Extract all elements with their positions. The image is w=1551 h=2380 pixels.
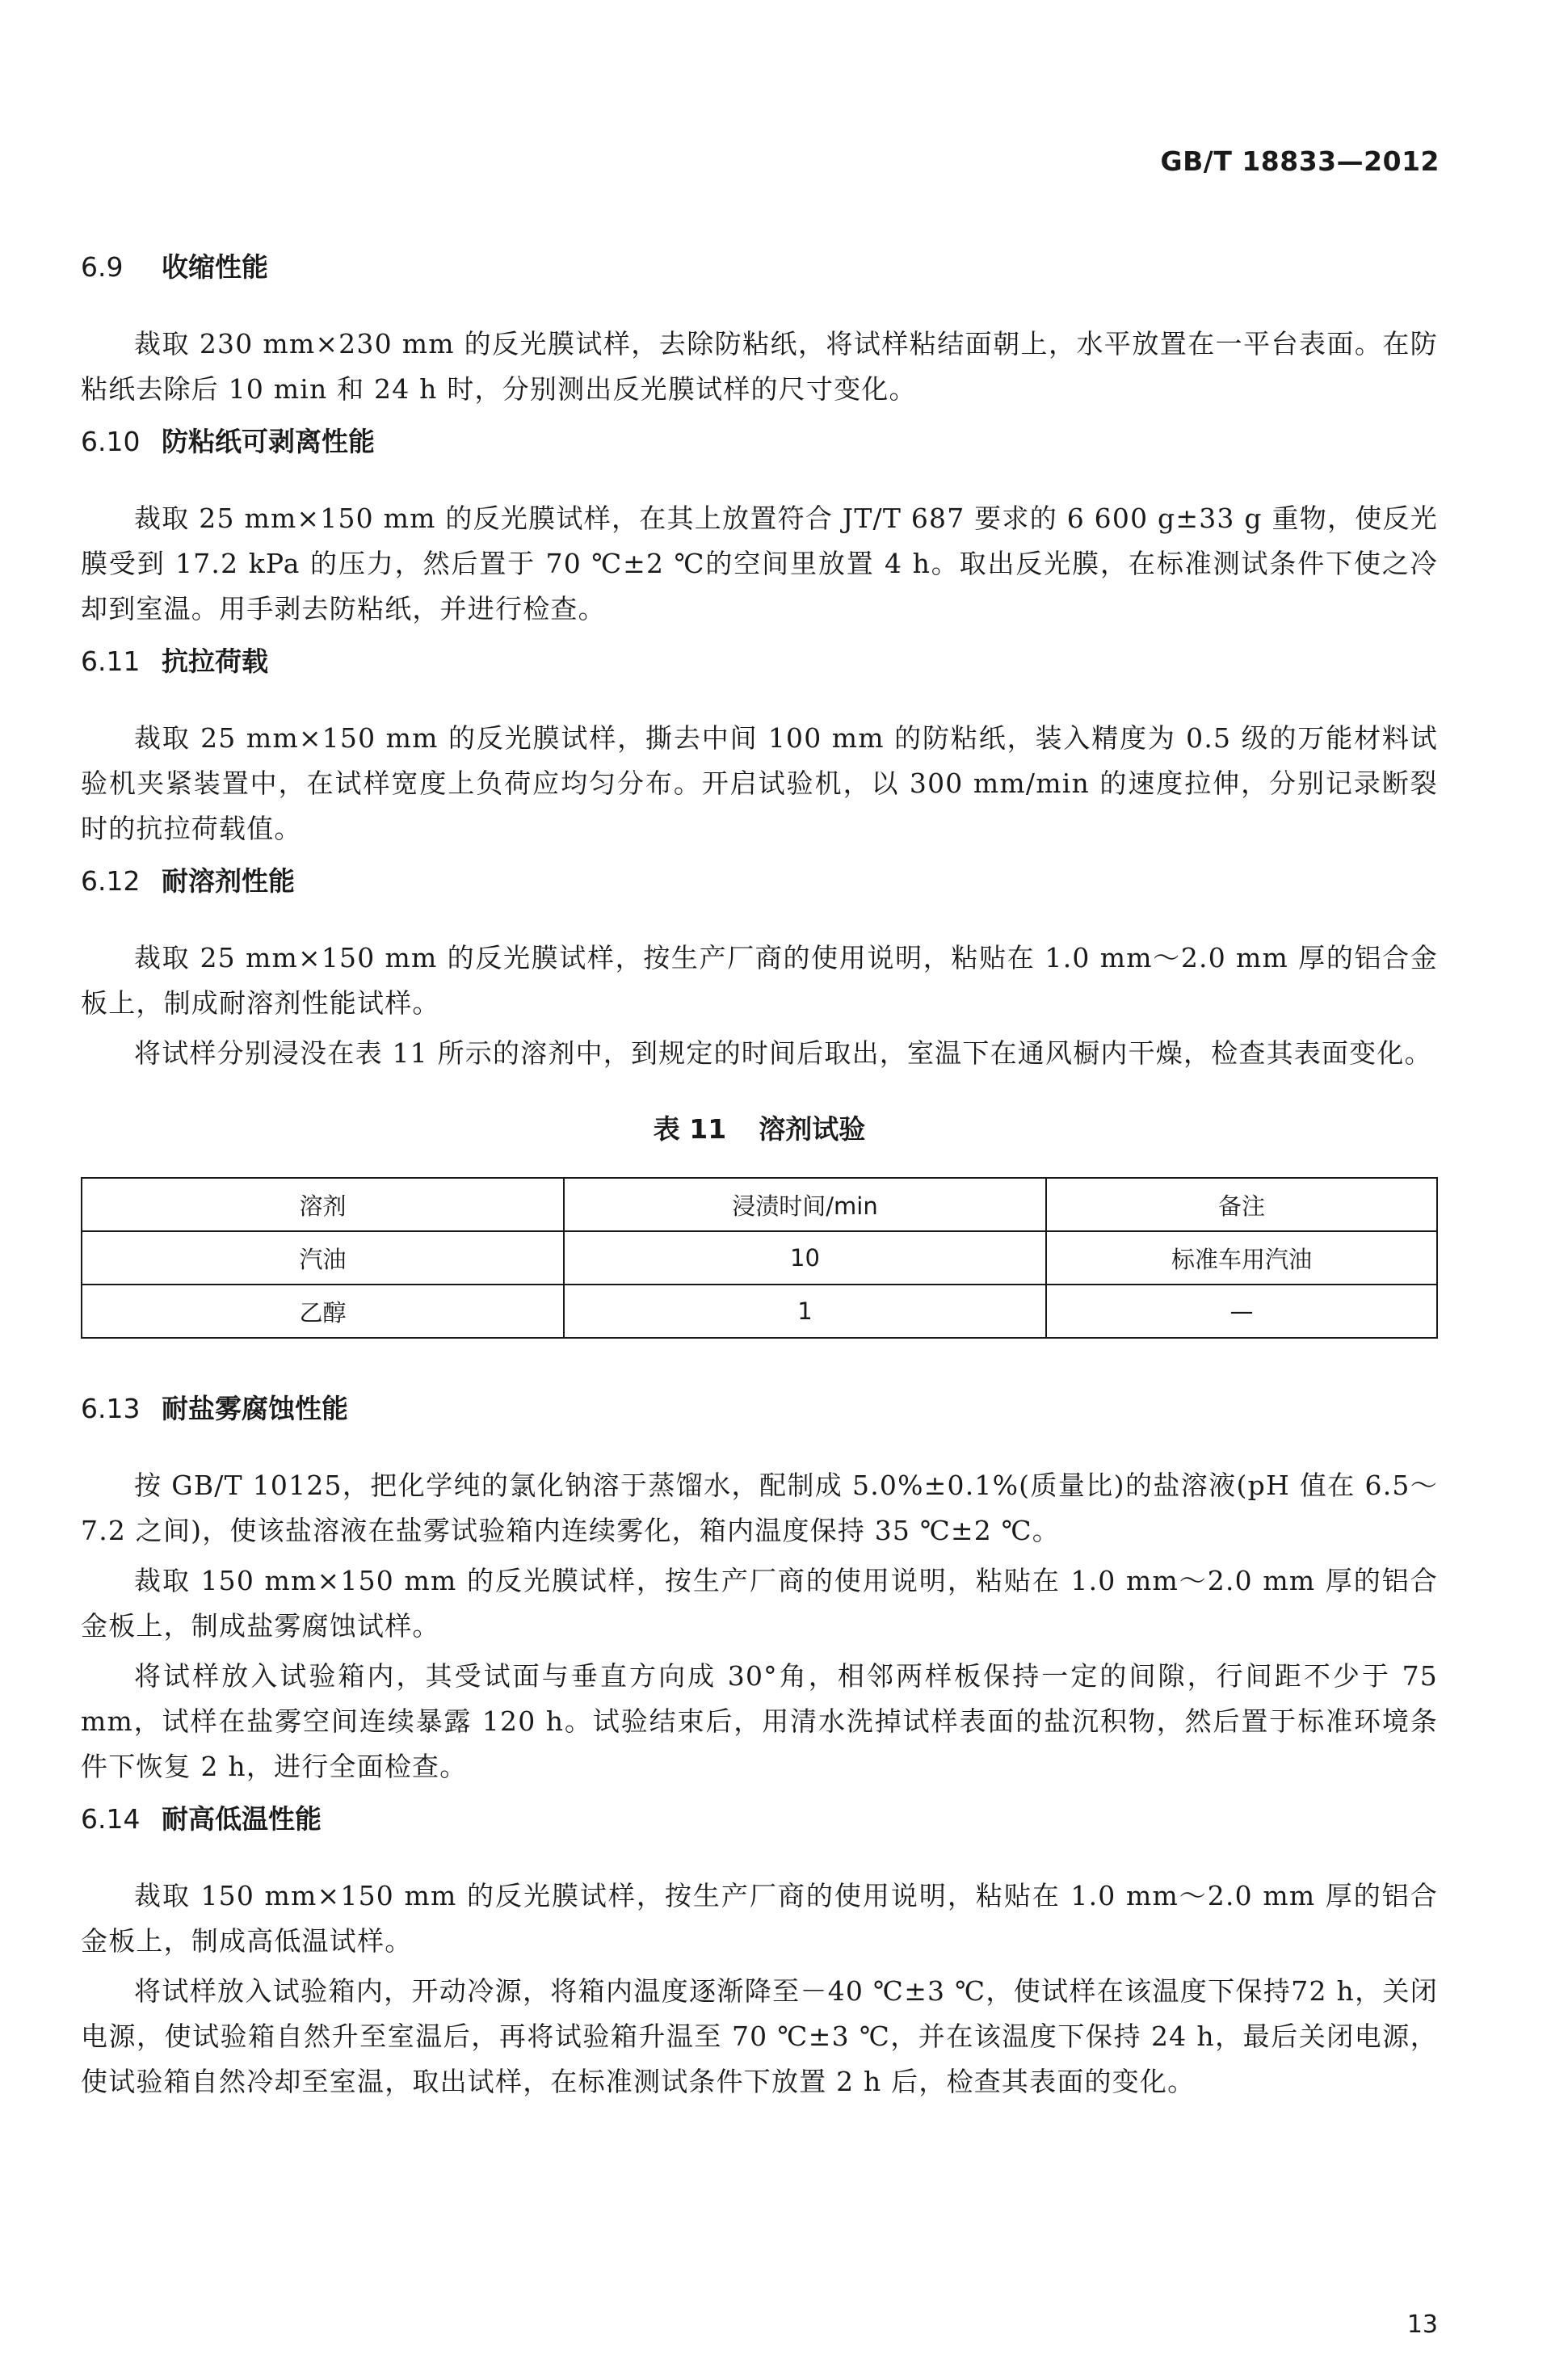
section-6-9: [81, 242, 1438, 412]
table-header-cell: 备注: [1046, 1178, 1437, 1231]
paragraph: 裁取 230 mm×230 mm 的反光膜试样，去除防粘纸，将试样粘结面朝上，水平放置在一平台表面。在防粘纸去除后 10 min 和 24 h 时，分别测出反光膜试样的尺寸变化。: [81, 328, 1438, 405]
section-title: 耐溶剂性能: [162, 865, 295, 897]
table-row: [82, 1231, 1437, 1285]
paragraph: 将试样分别浸没在表 11 所示的溶剂中，到规定的时间后取出，室温下在通风橱内干燥，检查其表面变化。: [134, 1037, 1432, 1069]
section-title: 耐盐雾腐蚀性能: [162, 1393, 348, 1424]
paragraph: 将试样放入试验箱内，开动冷源，将箱内温度逐渐降至－40 ℃±3 ℃，使试样在该温度下保持72 h，关闭电源，使试验箱自然升至室温后，再将试验箱升温至 70 ℃±3 ℃，并在该温度下保持 24 h，最后关闭电源，使试验箱自然冷却至室温，取出试样，在标准测试条件下放置 2 h 后，检查其表面的变化。: [81, 1975, 1438, 2097]
table-number: 表 11: [653, 1113, 727, 1145]
table-cell: 标准车用汽油: [1046, 1231, 1437, 1285]
paragraph: 裁取 150 mm×150 mm 的反光膜试样，按生产厂商的使用说明，粘贴在 1.0 mm～2.0 mm 厚的铝合金板上，制成高低温试样。: [81, 1880, 1438, 1957]
section-number: 6.13: [81, 1393, 141, 1424]
standard-code-header: GB/T 18833—2012: [1160, 145, 1440, 177]
section-heading: [81, 1794, 1438, 1844]
section-heading: [81, 1384, 1438, 1434]
paragraph: 将试样放入试验箱内，其受试面与垂直方向成 30°角，相邻两样板保持一定的间隙，行间距不少于 75 mm，试样在盐雾空间连续暴露 120 h。试验结束后，用清水洗掉试样表面的盐沉积物，然后置于标准环境条件下恢复 2 h，进行全面检查。: [81, 1660, 1438, 1782]
section-heading: [81, 856, 1438, 906]
table-title: 溶剂试验: [759, 1113, 866, 1145]
table-header-cell: 浸渍时间/min: [564, 1178, 1046, 1231]
table-cell: 乙醇: [82, 1285, 564, 1338]
paragraph: 裁取 25 mm×150 mm 的反光膜试样，按生产厂商的使用说明，粘贴在 1.0 mm～2.0 mm 厚的铝合金板上，制成耐溶剂性能试样。: [81, 942, 1438, 1019]
section-title: 防粘纸可剥离性能: [162, 426, 375, 457]
section-6-13: [81, 1384, 1438, 1789]
table-row: [82, 1285, 1437, 1338]
section-number: 6.10: [81, 426, 141, 457]
section-heading: [81, 242, 1438, 292]
section-number: 6.9: [81, 251, 124, 283]
table-caption: [81, 1108, 1438, 1146]
table-cell: 10: [564, 1231, 1046, 1285]
section-heading: [81, 637, 1438, 687]
table-cell: 汽油: [82, 1231, 564, 1285]
section-6-12: [81, 856, 1438, 1076]
section-title: 耐高低温性能: [162, 1803, 322, 1835]
section-number: 6.14: [81, 1803, 141, 1835]
table-header-row: [82, 1178, 1437, 1231]
section-6-14: [81, 1794, 1438, 2105]
paragraph: 裁取 25 mm×150 mm 的反光膜试样，撕去中间 100 mm 的防粘纸，装入精度为 0.5 级的万能材料试验机夹紧装置中，在试样宽度上负荷应均匀分布。开启试验机，以 300 mm/min 的速度拉伸，分别记录断裂时的抗拉荷载值。: [81, 722, 1438, 844]
table-header-cell: 溶剂: [82, 1178, 564, 1231]
paragraph: 按 GB/T 10125，把化学纯的氯化钠溶于蒸馏水，配制成 5.0%±0.1%(质量比)的盐溶液(pH 值在 6.5～7.2 之间)，使该盐溶液在盐雾试验箱内连续雾化，箱内温度保持 35 ℃±2 ℃。: [81, 1470, 1438, 1546]
section-number: 6.11: [81, 645, 141, 677]
section-number: 6.12: [81, 865, 141, 897]
paragraph: 裁取 25 mm×150 mm 的反光膜试样，在其上放置符合 JT/T 687 要求的 6 600 g±33 g 重物，使反光膜受到 17.2 kPa 的压力，然后置于 70 ℃±2 ℃的空间里放置 4 h。取出反光膜，在标准测试条件下使之冷却到室温。用手剥去防粘纸，并进行检查。: [81, 502, 1438, 624]
page-number: 13: [1406, 2311, 1438, 2339]
paragraph: 裁取 150 mm×150 mm 的反光膜试样，按生产厂商的使用说明，粘贴在 1.0 mm～2.0 mm 厚的铝合金板上，制成盐雾腐蚀试样。: [81, 1565, 1438, 1642]
section-6-11: [81, 637, 1438, 852]
section-title: 收缩性能: [162, 251, 268, 283]
section-6-10: [81, 417, 1438, 632]
table-cell: —: [1046, 1285, 1437, 1338]
section-heading: [81, 417, 1438, 467]
table-cell: 1: [564, 1285, 1046, 1338]
document-body: [81, 242, 1438, 2109]
solvent-test-table: [81, 1177, 1438, 1339]
section-title: 抗拉荷载: [162, 645, 268, 677]
